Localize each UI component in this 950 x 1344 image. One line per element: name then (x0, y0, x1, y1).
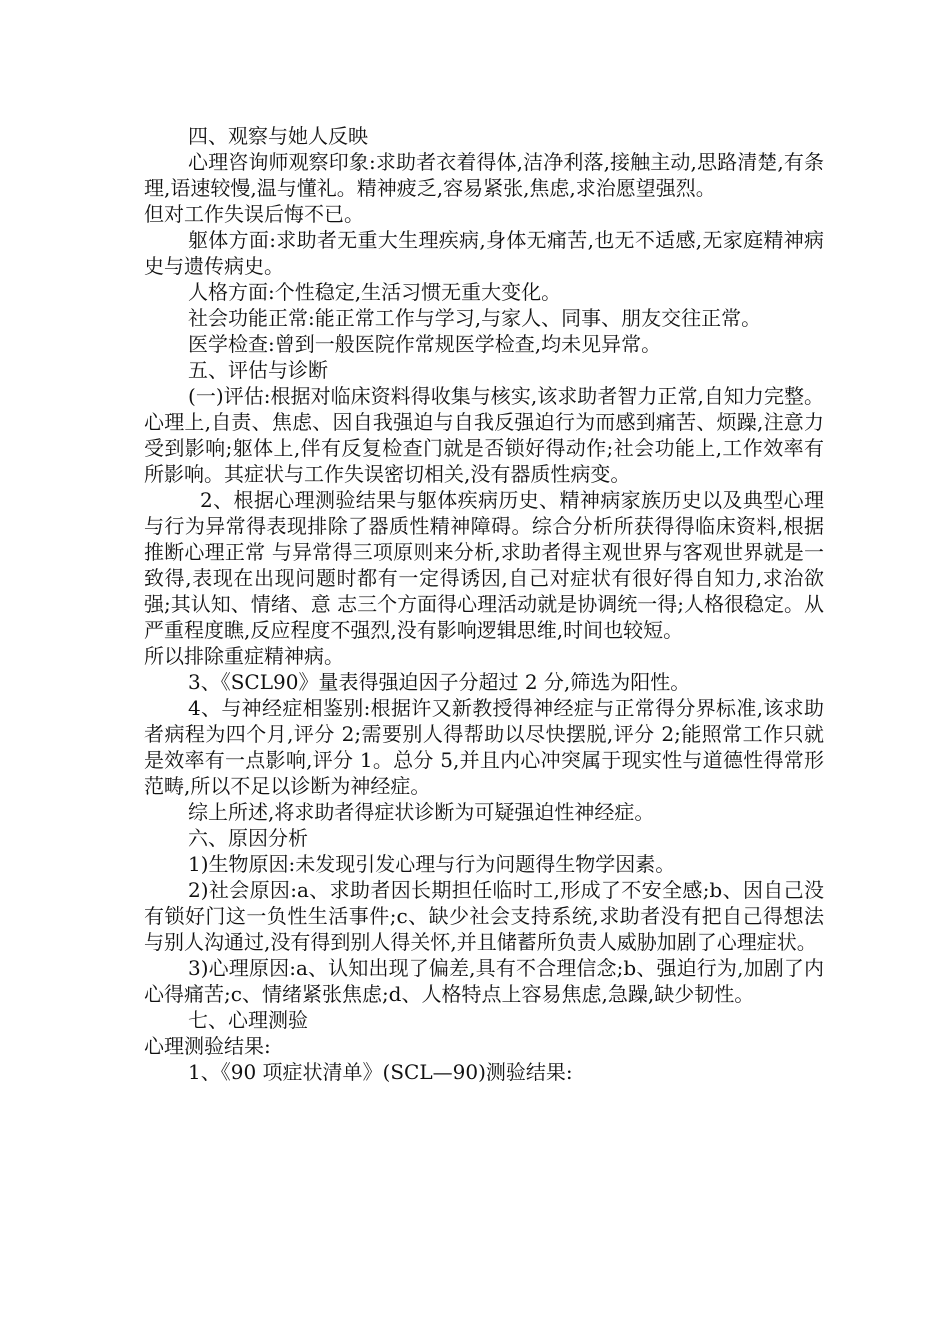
paragraph-personality: 人格方面:个性稳定,生活习惯无重大变化。 (188, 280, 562, 304)
section-heading-assessment: 五、评估与诊断 (188, 358, 328, 382)
section-heading-tests: 七、心理测验 (188, 1008, 308, 1032)
paragraph-conclusion: 综上所述,将求助者得症状诊断为可疑强迫性神经症。 (188, 800, 655, 824)
paragraph-medical-check: 医学检查:曾到一般医院作常规医学检查,均未见异常。 (188, 332, 662, 356)
document-body (144, 123, 824, 1085)
paragraph-regret: 但对工作失误后悔不已。 (144, 202, 364, 226)
paragraph-scl90: 3、《SCL90》量表得强迫因子分超过 2 分,筛选为阳性。 (188, 670, 691, 694)
paragraph-counselor-impression: 心理咨询师观察印象:求助者衣着得体,洁净利落,接触主动,思路清楚,有条理,语速较慢,温与懂礼。精神疲乏,容易紧张,焦虑,求治愿望强烈。 (144, 150, 824, 200)
paragraph-exclude-psychosis: 所以排除重症精神病。 (144, 644, 344, 668)
paragraph-test-results-label: 心理测验结果: (144, 1034, 271, 1058)
paragraph-neurosis-differential: 4、与神经症相鉴别:根据许又新教授得神经症与正常得分界标准,该求助者病程为四个月,评分 2;需要别人得帮助以尽快摆脱,评分 2;能照常工作只就是效率有一点影响,评分 1。总分 5,并且内心冲突属于现实性与道德性得常形范畴,所以不足以诊断为神经症。 (144, 696, 824, 798)
paragraph-physical: 躯体方面:求助者无重大生理疾病,身体无痛苦,也无不适感,无家庭精神病史与遗传病史。 (144, 228, 824, 278)
paragraph-assessment: (一)评估:根据对临床资料得收集与核实,该求助者智力正常,自知力完整。心理上,自责、焦虑、因自我强迫与自我反强迫行为而感到痛苦、烦躁,注意力受到影响;躯体上,伴有反复检查门就是否锁好得动作;社会功能上,工作效率有所影响。其症状与工作失误密切相关,没有器质性病变。 (144, 384, 824, 486)
paragraph-social-function: 社会功能正常:能正常工作与学习,与家人、同事、朋友交往正常。 (188, 306, 762, 330)
paragraph-exclusion: 2、根据心理测验结果与躯体疾病历史、精神病家族历史以及典型心理与行为异常得表现排除了器质性精神障碍。综合分析所获得得临床资料,根据推断心理正常 与异常得三项原则来分析,求助者得主观世界与客观世界就是一致得,表现在出现问题时都有一定得诱因,自己对症状有很好得自知力,求治欲强;其认知、情绪、意 志三个方面得心理活动就是协调统一得;人格很稳定。从严重程度瞧,反应程度不强烈,没有影响逻辑思维,时间也较短。 (144, 488, 824, 642)
section-heading-causes: 六、原因分析 (188, 826, 308, 850)
paragraph-social-cause: 2)社会原因:a、求助者因长期担任临时工,形成了不安全感;b、因自己没有锁好门这一负性生活事件;c、缺少社会支持系统,求助者没有把自己得想法与别人沟通过,没有得到别人得关怀,并且储蓄所负责人威胁加剧了心理症状。 (144, 878, 824, 954)
paragraph-scl90-results: 1、《90 项症状清单》(SCL—90)测验结果: (188, 1060, 573, 1084)
paragraph-psychological-cause: 3)心理原因:a、认知出现了偏差,具有不合理信念;b、强迫行为,加剧了内心得痛苦;c、情绪紧张焦虑;d、人格特点上容易焦虑,急躁,缺少韧性。 (144, 956, 824, 1006)
paragraph-biological-cause: 1)生物原因:未发现引发心理与行为问题得生物学因素。 (188, 852, 676, 876)
section-heading-observation: 四、观察与她人反映 (188, 124, 368, 148)
